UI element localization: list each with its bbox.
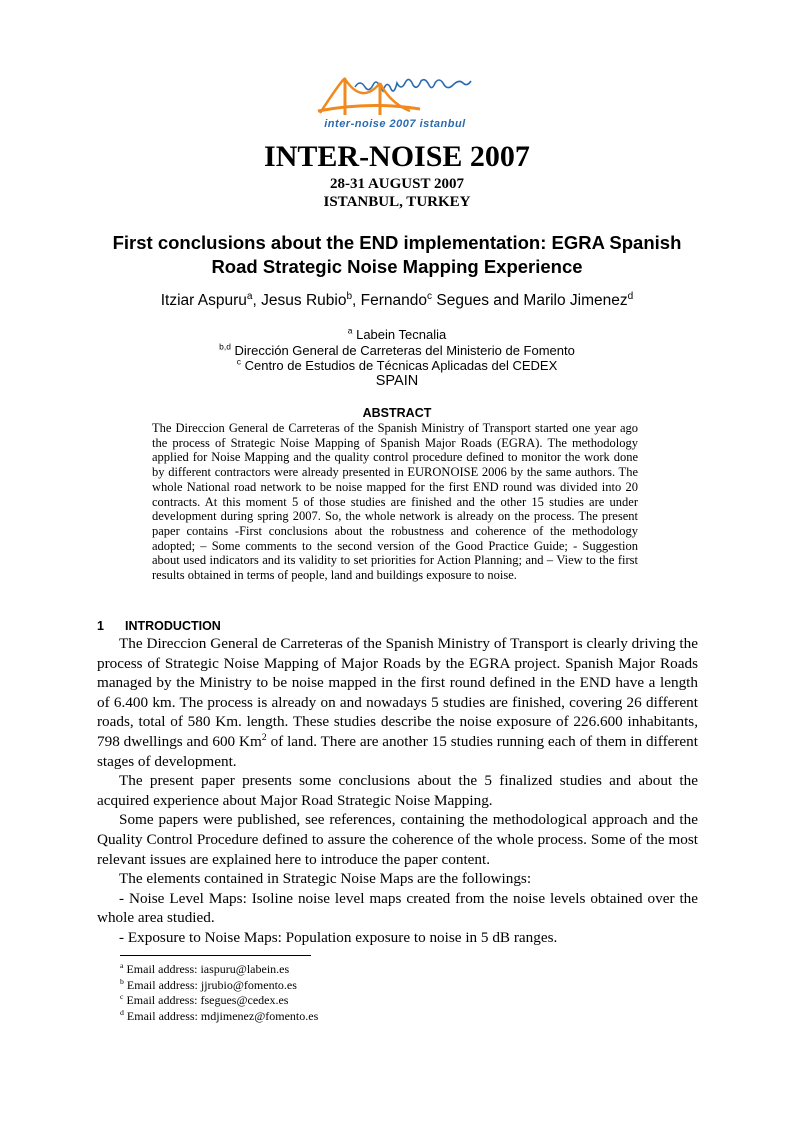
affiliation xyxy=(0,327,794,342)
author-mark: d xyxy=(627,290,634,302)
author-name: Jesus Rubio xyxy=(261,292,347,309)
affiliation-mark: c xyxy=(236,356,241,367)
affiliation-mark: b,d xyxy=(219,341,231,352)
author-mark: b xyxy=(346,290,353,302)
author-separator: Segues and Marilo xyxy=(432,292,570,309)
paper-title-line-2: Road Strategic Noise Mapping Experience xyxy=(211,256,583,277)
footnote-text: Email address: fsegues@cedex.es xyxy=(126,993,289,1007)
footnote xyxy=(120,993,318,1009)
footnote-mark: d xyxy=(120,1007,124,1017)
affiliation-text: Dirección General de Carreteras del Ministerio de Fomento xyxy=(234,343,575,358)
author-list xyxy=(140,291,654,311)
section-body xyxy=(97,634,698,948)
author-mark: a xyxy=(246,290,253,302)
paragraph: The elements contained in Strategic Noise Maps are the followings: xyxy=(119,870,532,888)
footnotes xyxy=(120,962,318,1024)
country: SPAIN xyxy=(375,373,419,389)
footnote-text: Email address: jjrubio@fomento.es xyxy=(126,977,297,992)
paper-title-line-1: First conclusions about the END implementation: EGRA Spanish xyxy=(112,232,682,253)
abstract-heading: ABSTRACT xyxy=(362,406,432,420)
paragraph: - Exposure to Noise Maps: Population exposure to noise in 5 dB ranges. xyxy=(119,928,558,946)
author-separator: , xyxy=(252,292,262,309)
author-separator: , xyxy=(352,292,361,309)
affiliation-mark: a xyxy=(347,325,353,336)
affiliation xyxy=(0,358,794,373)
section-number: 1 xyxy=(97,619,104,633)
author-name: Jimenez xyxy=(569,292,628,309)
section-heading xyxy=(97,619,221,633)
logo-wordmark: inter-noise 2007 istanbul xyxy=(324,118,466,130)
section-title: INTRODUCTION xyxy=(125,619,221,633)
footnote-mark: a xyxy=(120,961,124,970)
affiliation-text: Centro de Estudios de Técnicas Aplicadas del CEDEX xyxy=(244,358,558,373)
paragraph: The present paper presents some conclusions about the 5 finalized studies and about the acquired experience about Major Road Strategic Noise Mapping. xyxy=(97,772,698,809)
footnote xyxy=(120,978,318,994)
bridge-logo-icon xyxy=(300,65,500,125)
affiliation xyxy=(0,343,794,358)
footnote-mark: b xyxy=(120,976,124,986)
superscript: 2 xyxy=(261,731,267,743)
affiliation-text: Labein Tecnalia xyxy=(356,327,447,342)
conference-title: INTER-NOISE 2007 xyxy=(264,140,530,173)
author-mark: c xyxy=(427,290,433,302)
paragraph: - Noise Level Maps: Isoline noise level maps created from the noise levels obtained over the whole area studied. xyxy=(97,889,698,927)
abstract-text: The Direccion General de Carreteras of the Spanish Ministry of Transport started one year ago the process of Strategic Noise Mapping of Spanish Major Roads (EGRA). The methodology applied for Noise Mapping and the quality control procedure defined to monitor the work done by different contractors were already presented in EURONOISE 2006 by the same authors. The whole National road network to be noise mapped for the first END round was divided into 20 contracts. At this moment 5 of those studies are finished and the other 15 studies are under development during spring 2007. So, the whole network is already on the process. The present paper contains -First conclusions about the robustness and coherence of the methodology adopted; – Some comments to the second version of the Good Practice Guide; - Suggestion about used indicators and its validity to set priorities for Action Planning; and – View to the first results obtained in terms of people, land and buildings exposure to noise. xyxy=(152,421,638,583)
author-name: Fernando xyxy=(360,292,428,309)
author-name: Itziar Aspuru xyxy=(160,292,247,309)
paper-title xyxy=(90,231,704,279)
paragraph xyxy=(97,634,698,771)
conference-location: ISTANBUL, TURKEY xyxy=(323,194,471,210)
footnote-divider xyxy=(120,955,311,956)
paragraph: Some papers were published, see references, containing the methodological approach and the Quality Control Procedure defined to assure the coherence of the whole process. Some of the most relevant issues are explained here to introduce the paper content. xyxy=(97,811,698,868)
conference-dates: 28-31 AUGUST 2007 xyxy=(330,176,464,192)
footnote-text: Email address: mdjimenez@fomento.es xyxy=(126,1008,319,1023)
footnote xyxy=(120,962,318,978)
footnote-mark: c xyxy=(120,992,124,1001)
paragraph-text: of land. There are another 15 studies running each of them in different stages of development. xyxy=(97,732,698,770)
footnote xyxy=(120,1009,318,1025)
footnote-text: Email address: iaspuru@labein.es xyxy=(126,962,290,976)
paragraph-text: The Direccion General de Carreteras of the Spanish Ministry of Transport is clearly driving the process of Strategic Noise Mapping of Major Roads by the EGRA project. Spanish Major Roads managed by the Ministry to be noise mapped in the first round defined in the END have a length of 6.400 km. The process is already on and nowadays 5 studies are finished, covering 26 different roads, total of 580 Km. length. These studies describe the noise exposure of 226.600 inhabitants, 798 dwellings and 600 Km xyxy=(97,635,698,750)
